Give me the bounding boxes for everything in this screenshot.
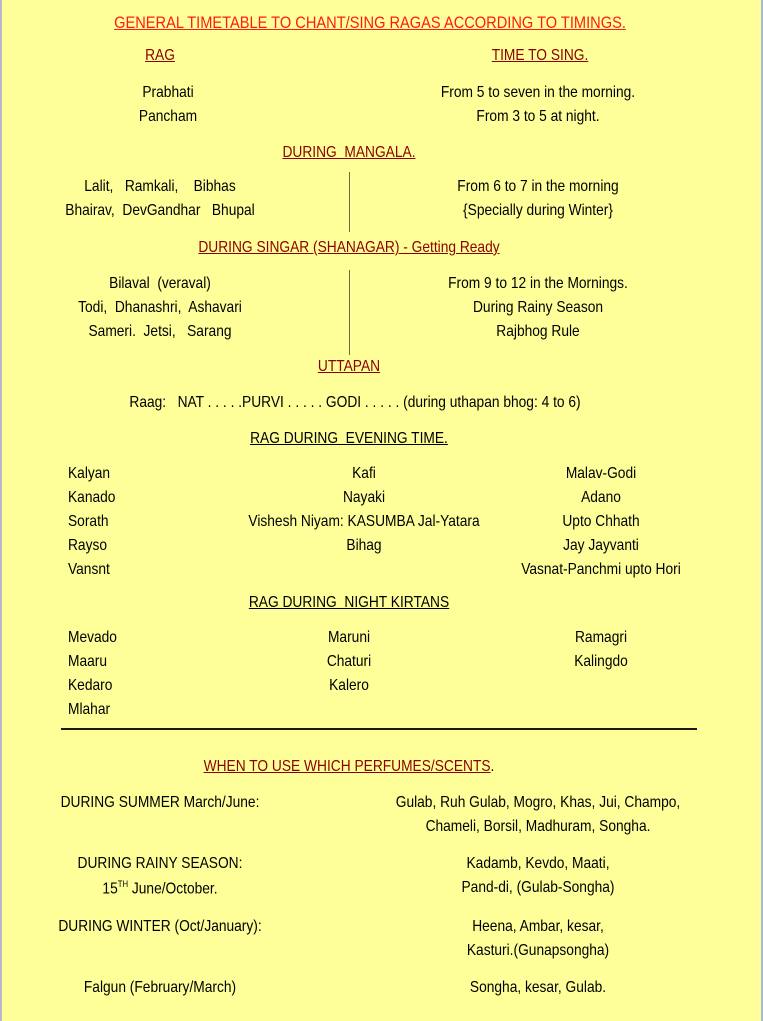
rag-item: Bilaval (veraval) (109, 275, 211, 292)
rag-item: Prabhati (142, 84, 194, 101)
night-rag: Ramagri (574, 629, 628, 646)
section-heading-evening: RAG DURING EVENING TIME. (250, 430, 448, 447)
time-item: From 9 to 12 in the Mornings. (448, 275, 628, 292)
night-rag: Mlahar (68, 701, 111, 718)
perfume-season: Falgun (February/March) (83, 979, 237, 996)
section-heading-night: RAG DURING NIGHT KIRTANS (248, 594, 450, 611)
rag-item: Bhairav, DevGandhar Bhupal (65, 202, 255, 219)
evening-rag: Sorath (68, 513, 109, 530)
column-divider (349, 172, 350, 232)
perfumes-heading-text: WHEN TO USE WHICH PERFUMES/SCENTS (203, 758, 491, 775)
season-day-suffix: TH (117, 879, 129, 889)
evening-rag: Nayaki (342, 489, 386, 506)
column-header-time: TIME TO SING. (491, 47, 589, 64)
evening-rag: Adano (581, 489, 621, 506)
section-heading-uttapan: UTTAPAN (317, 358, 381, 375)
night-rag: Kalingdo (574, 653, 628, 670)
season-months: June/October. (131, 880, 218, 898)
uttapan-line: Raag: NAT . . . . .PURVI . . . . . GODI . . . . . (during uthapan bhog: 4 to 6) (129, 394, 581, 411)
time-item: From 6 to 7 in the morning (457, 178, 619, 195)
time-item: From 3 to 5 at night. (476, 108, 600, 125)
evening-rag: Jay Jayvanti (563, 537, 639, 554)
evening-rag: Malav-Godi (565, 465, 637, 482)
perfume-season: DURING SUMMER March/June: (60, 794, 260, 811)
night-rag: Mevado (68, 629, 117, 646)
perfume-scents: Songha, kesar, Gulab. (469, 979, 607, 996)
rag-item: Pancham (138, 108, 198, 125)
column-header-rag: RAG (145, 47, 175, 64)
time-item: {Specially during Winter} (463, 202, 613, 219)
section-divider (61, 728, 697, 730)
evening-rag: Vasnat-Panchmi upto Hori (521, 561, 681, 578)
perfume-scents: Kasturi.(Gunapsongha) (466, 942, 610, 959)
section-heading-perfumes (177, 758, 521, 776)
perfume-scents: Heena, Ambar, kesar, (472, 918, 604, 935)
evening-rag: Upto Chhath (562, 513, 640, 530)
rag-item: Lalit, Ramkali, Bibhas (84, 178, 236, 195)
perfume-scents: Gulab, Ruh Gulab, Mogro, Khas, Jui, Champo, (395, 794, 681, 811)
perfumes-heading-period: . (490, 758, 495, 775)
night-rag: Maruni (327, 629, 371, 646)
evening-rag: Rayso (68, 537, 108, 554)
perfume-season: DURING RAINY SEASON: (77, 855, 243, 872)
perfume-season: DURING WINTER (Oct/January): (58, 918, 262, 935)
evening-rag: Kanado (68, 489, 116, 506)
evening-rag: Kalyan (68, 465, 111, 482)
column-divider (349, 270, 350, 355)
time-item: During Rainy Season (472, 299, 604, 316)
night-rag: Chaturi (326, 653, 372, 670)
perfume-scents: Pand-di, (Gulab-Songha) (461, 879, 615, 896)
evening-rag: Kafi (352, 465, 376, 482)
perfume-scents: Kadamb, Kevdo, Maati, (466, 855, 610, 872)
evening-rag: Vishesh Niyam: KASUMBA Jal-Yatara (248, 513, 480, 530)
night-rag: Kedaro (68, 677, 113, 694)
evening-rag: Vansnt (68, 561, 110, 578)
night-rag: Kalero (329, 677, 369, 694)
section-heading-mangala: DURING MANGALA. (282, 144, 416, 161)
evening-rag: Bihag (346, 537, 382, 554)
page-border-left (0, 0, 2, 1021)
season-day: 15 (102, 880, 118, 898)
page-title: GENERAL TIMETABLE TO CHANT/SING RAGAS ACCORDING TO TIMINGS. (114, 13, 626, 32)
perfume-season (48, 879, 272, 898)
time-item: Rajbhog Rule (496, 323, 580, 340)
night-rag: Maaru (68, 653, 108, 670)
section-heading-singar: DURING SINGAR (SHANAGAR) - Getting Ready (198, 239, 500, 256)
rag-item: Sameri. Jetsi, Sarang (88, 323, 232, 340)
perfume-scents: Chameli, Borsil, Madhuram, Songha. (425, 818, 651, 835)
rag-item: Todi, Dhanashri, Ashavari (78, 299, 242, 316)
time-item: From 5 to seven in the morning. (440, 84, 636, 101)
